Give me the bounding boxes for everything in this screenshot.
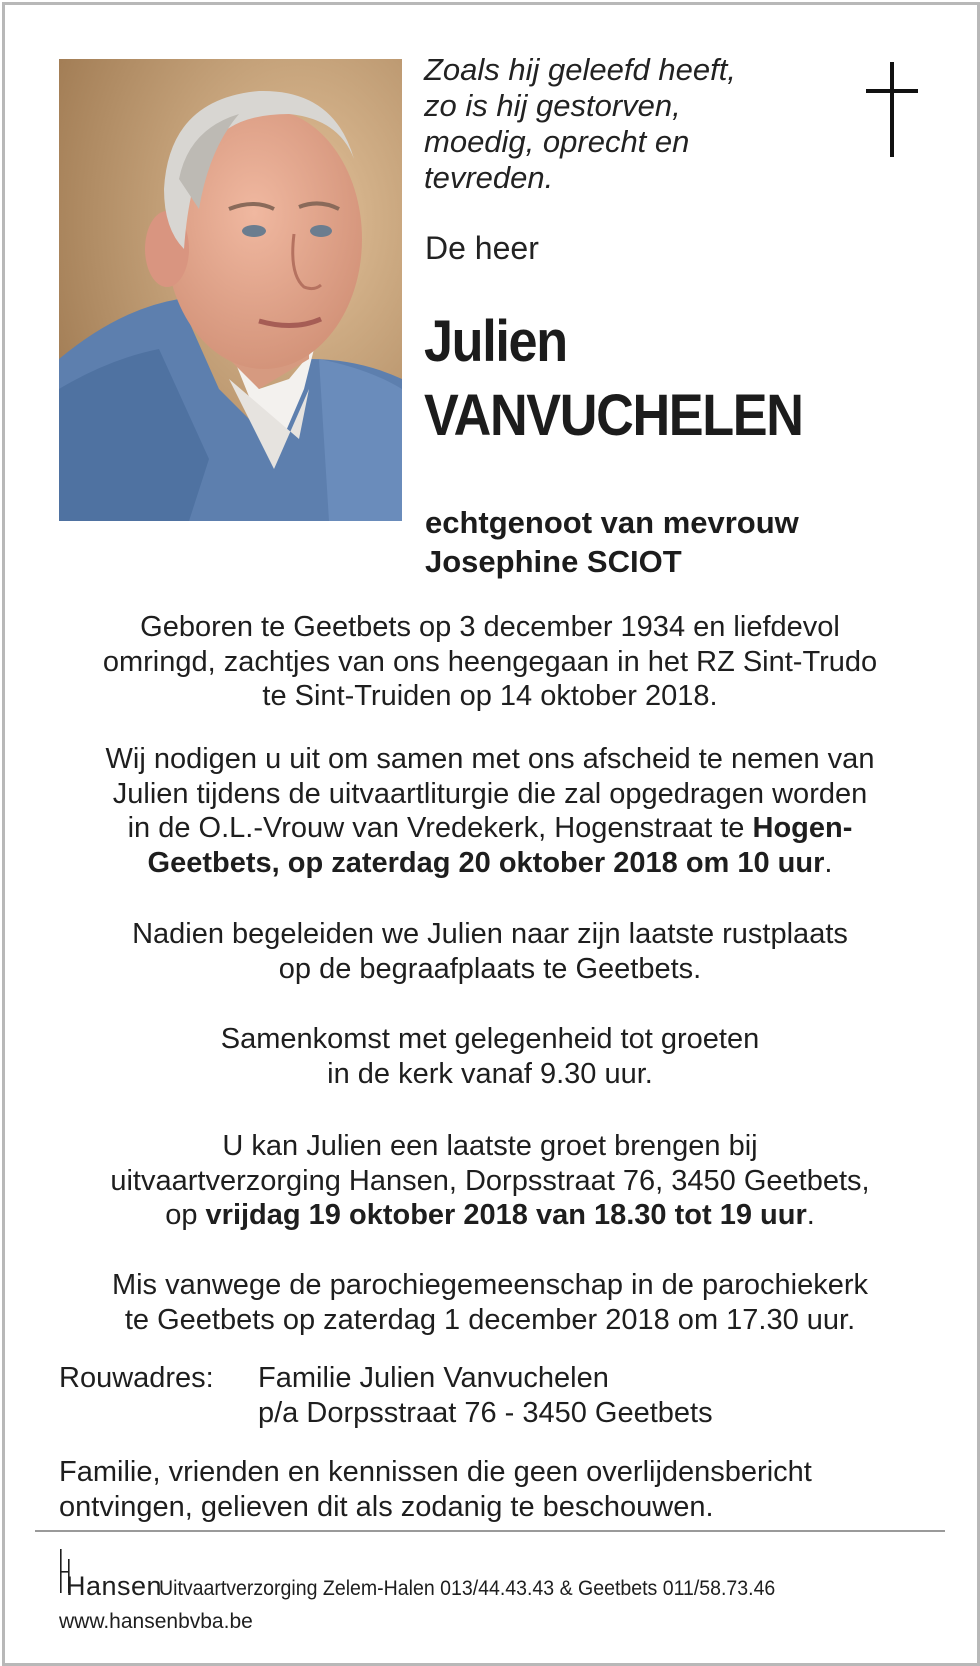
paragraph-line: Samenkomst met gelegenheid tot groeten: [220, 1023, 760, 1055]
closing-line: Familie, vrienden en kennissen die geen overlijdensbericht: [59, 1456, 812, 1488]
burial-paragraph: [40, 917, 940, 986]
gathering-paragraph: [40, 1022, 940, 1091]
visitation-date-bold: vrijdag 19 oktober 2018 van 18.30 tot 19 uur: [205, 1199, 807, 1231]
paragraph-line: U kan Julien een laatste groet brengen bij: [222, 1130, 758, 1162]
website-link[interactable]: www.hansenbvba.be: [59, 1610, 253, 1633]
paragraph-line: te Geetbets op zaterdag 1 december 2018 om 17.30 uur.: [124, 1303, 856, 1336]
quote-line: zo is hij gestorven,: [424, 88, 681, 123]
closing-line: ontvingen, gelieven dit als zodanig te beschouwen.: [59, 1491, 714, 1523]
last-name: VANVUCHELEN: [424, 383, 803, 448]
punctuation: .: [806, 1199, 815, 1231]
first-name: Julien: [424, 309, 567, 374]
quote-line: moedig, oprecht en: [424, 124, 690, 159]
address-line: p/a Dorpsstraat 76 - 3450 Geetbets: [258, 1397, 713, 1429]
paragraph-line: Wij nodigen u uit om samen met ons afscheid te nemen van: [105, 743, 875, 775]
closing-note: [59, 1455, 812, 1525]
footer-divider: [35, 1530, 945, 1532]
paragraph-line: Geboren te Geetbets op 3 december 1934 en liefdevol: [140, 611, 840, 643]
paragraph-line: Mis vanwege de parochiegemeenschap in de parochiekerk: [111, 1269, 869, 1301]
footer-tagline: Uitvaartverzorging Zelem-Halen 013/44.43.43 & Geetbets 011/58.73.46: [159, 1577, 776, 1600]
cross-icon: [863, 60, 923, 160]
deceased-name: [424, 305, 803, 453]
quote-line: tevreden.: [424, 160, 554, 195]
quote-line: Zoals hij geleefd heeft,: [424, 52, 736, 87]
punctuation: .: [824, 846, 833, 879]
spouse-line: echtgenoot van mevrouw: [425, 505, 799, 540]
funeral-paragraph: [40, 742, 940, 880]
paragraph-line: te Sint-Truiden op 14 oktober 2018.: [262, 680, 718, 712]
paragraph-line: in de kerk vanaf 9.30 uur.: [327, 1057, 653, 1090]
paragraph-line: [40, 1198, 940, 1233]
address-line: Familie Julien Vanvuchelen: [258, 1362, 609, 1394]
visitation-paragraph: [40, 1129, 940, 1233]
paragraph-line: Julien tijdens de uitvaartliturgie die zal opgedragen worden: [112, 777, 868, 810]
paragraph-line: op de begraafplaats te Geetbets.: [278, 952, 702, 985]
visitation-prefix: op: [165, 1199, 206, 1231]
brand-name: Hansen: [66, 1571, 163, 1601]
paragraph-line: [40, 846, 940, 881]
portrait-photo: [59, 59, 402, 521]
funeral-location: in de O.L.-Vrouw van Vredekerk, Hogenstraat te: [127, 812, 753, 844]
spouse-info: [425, 503, 799, 581]
footer: [59, 1547, 959, 1647]
birth-paragraph: [40, 610, 940, 714]
title-prefix: De heer: [425, 230, 539, 266]
paragraph-line: Nadien begeleiden we Julien naar zijn laatste rustplaats: [132, 918, 848, 950]
spouse-line: Josephine SCIOT: [425, 544, 682, 579]
paragraph-line: uitvaartverzorging Hansen, Dorpsstraat 76, 3450 Geetbets,: [110, 1164, 870, 1197]
funeral-date-bold: Geetbets, op zaterdag 20 oktober 2018 om 10 uur: [147, 846, 825, 879]
paragraph-line: omringd, zachtjes van ons heengegaan in het RZ Sint-Trudo: [102, 645, 878, 678]
paragraph-line: [40, 811, 940, 846]
mass-paragraph: [40, 1268, 940, 1337]
funeral-place-bold: Hogen-: [752, 812, 853, 844]
address-label: Rouwadres:: [59, 1362, 214, 1394]
memorial-quote: [424, 52, 784, 196]
